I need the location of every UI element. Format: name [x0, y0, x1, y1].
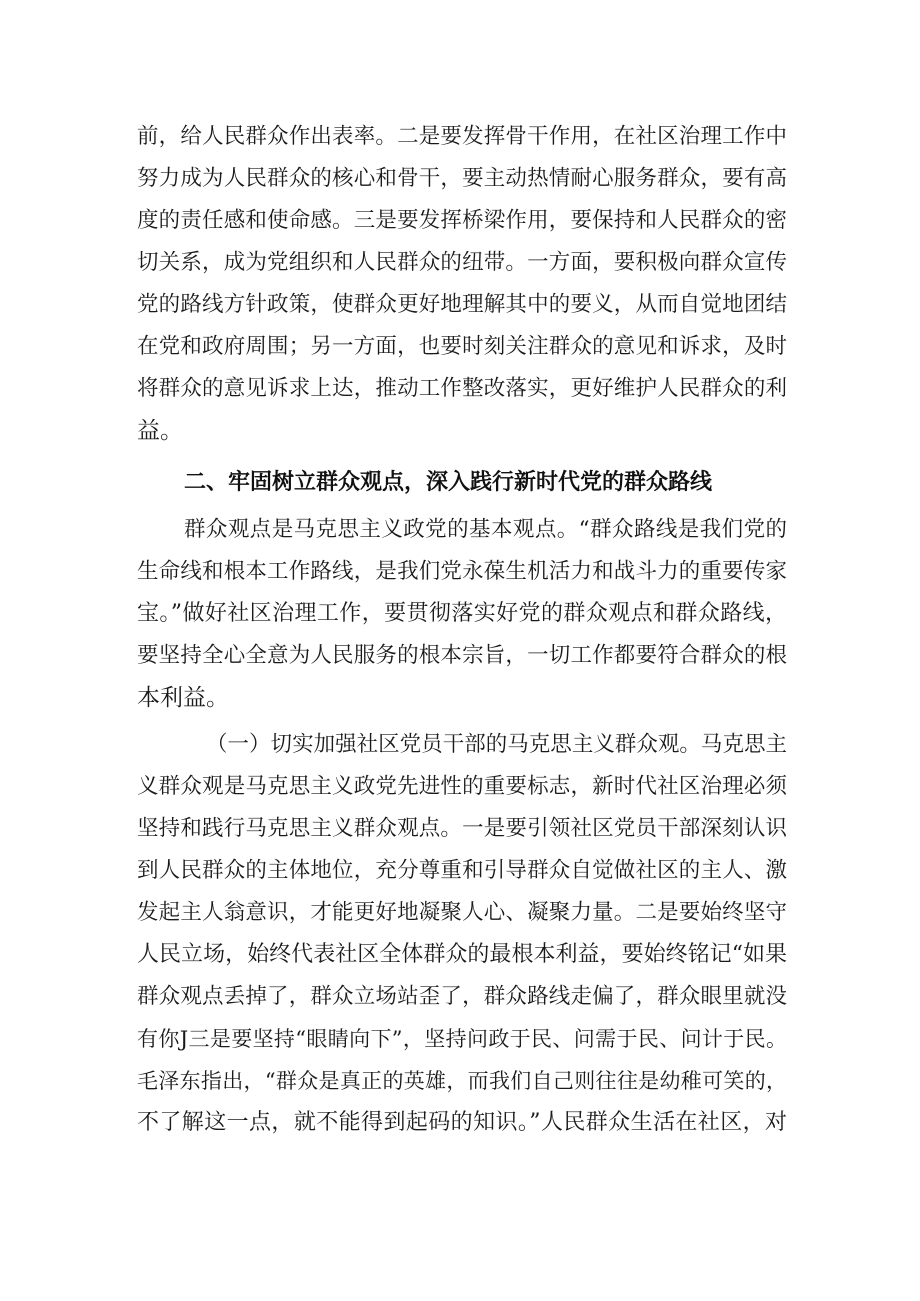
- text-line: 坚持和践行马克思主义群众观点。一是要引领社区党员干部深刻认识: [137, 816, 787, 841]
- text-line: 在党和政府周围；另一方面，也要时刻关注群众的意见和诉求，及时: [137, 334, 787, 359]
- text-line: （一）切实加强社区党员干部的马克思主义群众观。马克思主: [206, 732, 787, 757]
- text-line: 将群众的意见诉求上达，推动工作整改落实，更好维护人民群众的利: [137, 376, 787, 401]
- text-line: 到人民群众的主体地位，充分尊重和引导群众自觉做社区的主人、激: [137, 858, 787, 883]
- text-line: 党的路线方针政策，使群众更好地理解其中的要义，从而自觉地团结: [137, 292, 787, 317]
- text-line: 群众观点是马克思主义政党的基本观点。“群众路线是我们党的: [184, 517, 787, 542]
- text-line: 不了解这一点，就不能得到起码的知识。”人民群众生活在社区，对: [137, 1110, 787, 1135]
- text-line: 群众观点丢掉了，群众立场站歪了，群众路线走偏了，群众眼里就没: [137, 984, 787, 1009]
- text-line: 益。: [137, 418, 183, 444]
- text-line: 生命线和根本工作路线，是我们党永葆生机活力和战斗力的重要传家: [137, 559, 787, 584]
- text-line: 有你J三是要坚持“眼睛向下”，坚持问政于民、问需于民、问计于民。: [137, 1027, 787, 1051]
- section-heading: 二、牢固树立群众观点，深入践行新时代党的群众路线: [184, 470, 713, 495]
- text-line: 发起主人翁意识，才能更好地凝聚人心、凝聚力量。二是要始终坚守: [137, 900, 787, 925]
- text-line: 人民立场，始终代表社区全体群众的最根本利益，要始终铭记“如果: [137, 942, 787, 967]
- text-line: 要坚持全心全意为人民服务的根本宗旨，一切工作都要符合群众的根: [137, 643, 787, 668]
- text-line: 本利益。: [137, 685, 229, 711]
- text-line: 前，给人民群众作出表率。二是要发挥骨干作用，在社区治理工作中: [137, 124, 787, 149]
- text-line: 义群众观是马克思主义政党先进性的重要标志，新时代社区治理必须: [137, 774, 787, 799]
- text-line: 切关系，成为党组织和人民群众的纽带。一方面，要积极向群众宣传: [137, 250, 787, 275]
- text-line: 度的责任感和使命感。三是要发挥桥梁作用，要保持和人民群众的密: [137, 208, 787, 233]
- text-line: 宝。”做好社区治理工作，要贯彻落实好党的群众观点和群众路线，: [137, 601, 787, 626]
- text-line: 努力成为人民群众的核心和骨干，要主动热情耐心服务群众，要有高: [137, 166, 787, 191]
- text-line: 毛泽东指出，“群众是真正的英雄，而我们自己则往往是幼稚可笑的，: [137, 1069, 787, 1093]
